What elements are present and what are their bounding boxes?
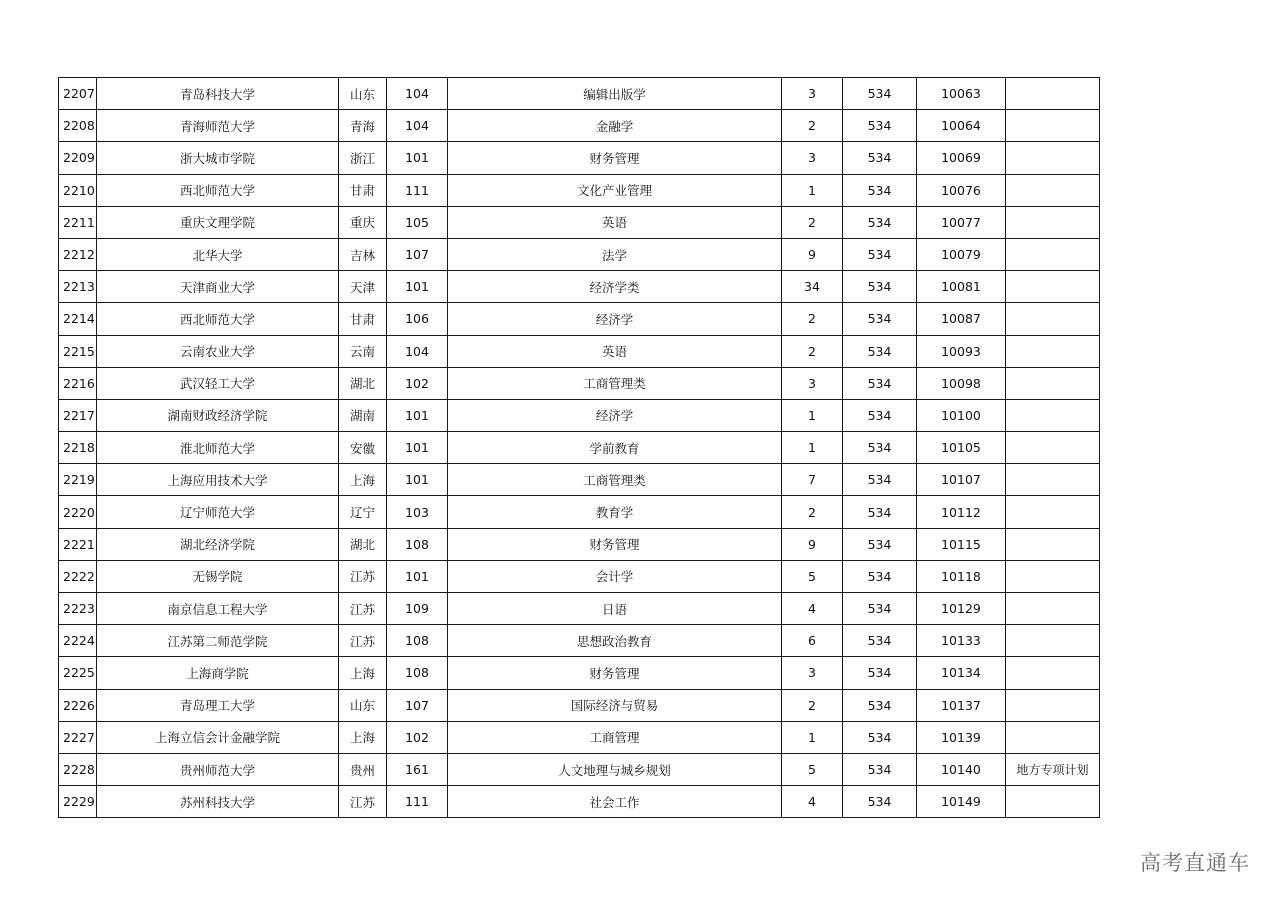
group-code-cell: 102	[387, 367, 448, 399]
table-body	[59, 78, 1100, 818]
school-name-cell: 南京信息工程大学	[97, 593, 339, 625]
row-number-cell: 2229	[59, 786, 97, 818]
table-row	[59, 786, 1100, 818]
rank-cell: 10081	[917, 271, 1006, 303]
group-code-cell: 101	[387, 560, 448, 592]
score-cell: 534	[843, 174, 917, 206]
note-cell	[1006, 496, 1100, 528]
plan-count-cell: 5	[782, 753, 843, 785]
major-name-cell: 教育学	[448, 496, 782, 528]
school-name-cell: 辽宁师范大学	[97, 496, 339, 528]
table-row	[59, 335, 1100, 367]
province-cell: 江苏	[339, 560, 387, 592]
row-number-cell: 2224	[59, 625, 97, 657]
school-name-cell: 青海师范大学	[97, 110, 339, 142]
table-row	[59, 174, 1100, 206]
group-code-cell: 102	[387, 721, 448, 753]
table-row	[59, 560, 1100, 592]
rank-cell: 10093	[917, 335, 1006, 367]
province-cell: 安徽	[339, 432, 387, 464]
score-cell: 534	[843, 271, 917, 303]
school-name-cell: 湖南财政经济学院	[97, 399, 339, 431]
score-cell: 534	[843, 78, 917, 110]
row-number-cell: 2214	[59, 303, 97, 335]
province-cell: 江苏	[339, 593, 387, 625]
school-name-cell: 苏州科技大学	[97, 786, 339, 818]
table-row	[59, 303, 1100, 335]
group-code-cell: 104	[387, 335, 448, 367]
rank-cell: 10063	[917, 78, 1006, 110]
table-row	[59, 721, 1100, 753]
note-cell: 地方专项计划	[1006, 753, 1100, 785]
note-cell	[1006, 78, 1100, 110]
rank-cell: 10133	[917, 625, 1006, 657]
province-cell: 湖北	[339, 367, 387, 399]
row-number-cell: 2217	[59, 399, 97, 431]
score-cell: 534	[843, 432, 917, 464]
school-name-cell: 云南农业大学	[97, 335, 339, 367]
row-number-cell: 2223	[59, 593, 97, 625]
table-row	[59, 206, 1100, 238]
table-row	[59, 464, 1100, 496]
table-row	[59, 142, 1100, 174]
school-name-cell: 青岛科技大学	[97, 78, 339, 110]
table-row	[59, 78, 1100, 110]
rank-cell: 10100	[917, 399, 1006, 431]
school-name-cell: 天津商业大学	[97, 271, 339, 303]
school-name-cell: 浙大城市学院	[97, 142, 339, 174]
plan-count-cell: 4	[782, 593, 843, 625]
note-cell	[1006, 432, 1100, 464]
row-number-cell: 2220	[59, 496, 97, 528]
rank-cell: 10087	[917, 303, 1006, 335]
note-cell	[1006, 238, 1100, 270]
major-name-cell: 编辑出版学	[448, 78, 782, 110]
note-cell	[1006, 464, 1100, 496]
row-number-cell: 2227	[59, 721, 97, 753]
rank-cell: 10076	[917, 174, 1006, 206]
note-cell	[1006, 689, 1100, 721]
rank-cell: 10134	[917, 657, 1006, 689]
group-code-cell: 105	[387, 206, 448, 238]
plan-count-cell: 9	[782, 238, 843, 270]
major-name-cell: 工商管理类	[448, 464, 782, 496]
major-name-cell: 英语	[448, 335, 782, 367]
plan-count-cell: 1	[782, 399, 843, 431]
province-cell: 甘肃	[339, 174, 387, 206]
province-cell: 江苏	[339, 625, 387, 657]
rank-cell: 10149	[917, 786, 1006, 818]
table-row	[59, 110, 1100, 142]
group-code-cell: 161	[387, 753, 448, 785]
row-number-cell: 2210	[59, 174, 97, 206]
table-row	[59, 271, 1100, 303]
school-name-cell: 无锡学院	[97, 560, 339, 592]
row-number-cell: 2225	[59, 657, 97, 689]
major-name-cell: 工商管理类	[448, 367, 782, 399]
table-row	[59, 367, 1100, 399]
score-cell: 534	[843, 206, 917, 238]
school-name-cell: 青岛理工大学	[97, 689, 339, 721]
school-name-cell: 贵州师范大学	[97, 753, 339, 785]
plan-count-cell: 1	[782, 174, 843, 206]
province-cell: 湖北	[339, 528, 387, 560]
group-code-cell: 111	[387, 786, 448, 818]
rank-cell: 10107	[917, 464, 1006, 496]
note-cell	[1006, 657, 1100, 689]
table-row	[59, 496, 1100, 528]
group-code-cell: 103	[387, 496, 448, 528]
group-code-cell: 104	[387, 78, 448, 110]
score-cell: 534	[843, 657, 917, 689]
score-cell: 534	[843, 335, 917, 367]
note-cell	[1006, 335, 1100, 367]
score-cell: 534	[843, 593, 917, 625]
school-name-cell: 上海应用技术大学	[97, 464, 339, 496]
province-cell: 江苏	[339, 786, 387, 818]
major-name-cell: 经济学类	[448, 271, 782, 303]
major-name-cell: 人文地理与城乡规划	[448, 753, 782, 785]
school-name-cell: 湖北经济学院	[97, 528, 339, 560]
plan-count-cell: 9	[782, 528, 843, 560]
note-cell	[1006, 110, 1100, 142]
note-cell	[1006, 786, 1100, 818]
province-cell: 辽宁	[339, 496, 387, 528]
score-cell: 534	[843, 399, 917, 431]
province-cell: 山东	[339, 78, 387, 110]
score-cell: 534	[843, 303, 917, 335]
row-number-cell: 2226	[59, 689, 97, 721]
plan-count-cell: 2	[782, 689, 843, 721]
row-number-cell: 2215	[59, 335, 97, 367]
major-name-cell: 英语	[448, 206, 782, 238]
table-row	[59, 528, 1100, 560]
note-cell	[1006, 206, 1100, 238]
school-name-cell: 西北师范大学	[97, 303, 339, 335]
plan-count-cell: 3	[782, 142, 843, 174]
school-name-cell: 淮北师范大学	[97, 432, 339, 464]
plan-count-cell: 3	[782, 367, 843, 399]
province-cell: 天津	[339, 271, 387, 303]
rank-cell: 10079	[917, 238, 1006, 270]
table-row	[59, 689, 1100, 721]
note-cell	[1006, 271, 1100, 303]
plan-count-cell: 3	[782, 78, 843, 110]
row-number-cell: 2228	[59, 753, 97, 785]
score-cell: 534	[843, 753, 917, 785]
table-row	[59, 432, 1100, 464]
plan-count-cell: 4	[782, 786, 843, 818]
province-cell: 甘肃	[339, 303, 387, 335]
row-number-cell: 2207	[59, 78, 97, 110]
table-row	[59, 593, 1100, 625]
school-name-cell: 北华大学	[97, 238, 339, 270]
major-name-cell: 社会工作	[448, 786, 782, 818]
plan-count-cell: 2	[782, 206, 843, 238]
rank-cell: 10137	[917, 689, 1006, 721]
group-code-cell: 107	[387, 689, 448, 721]
major-name-cell: 日语	[448, 593, 782, 625]
school-name-cell: 重庆文理学院	[97, 206, 339, 238]
province-cell: 吉林	[339, 238, 387, 270]
table-row	[59, 753, 1100, 785]
group-code-cell: 101	[387, 271, 448, 303]
score-cell: 534	[843, 786, 917, 818]
note-cell	[1006, 303, 1100, 335]
plan-count-cell: 1	[782, 432, 843, 464]
row-number-cell: 2218	[59, 432, 97, 464]
note-cell	[1006, 560, 1100, 592]
score-cell: 534	[843, 464, 917, 496]
score-cell: 534	[843, 625, 917, 657]
note-cell	[1006, 142, 1100, 174]
score-cell: 534	[843, 142, 917, 174]
major-name-cell: 国际经济与贸易	[448, 689, 782, 721]
school-name-cell: 江苏第二师范学院	[97, 625, 339, 657]
rank-cell: 10140	[917, 753, 1006, 785]
note-cell	[1006, 528, 1100, 560]
major-name-cell: 会计学	[448, 560, 782, 592]
score-cell: 534	[843, 367, 917, 399]
group-code-cell: 108	[387, 657, 448, 689]
rank-cell: 10139	[917, 721, 1006, 753]
major-name-cell: 工商管理	[448, 721, 782, 753]
score-cell: 534	[843, 721, 917, 753]
province-cell: 浙江	[339, 142, 387, 174]
group-code-cell: 108	[387, 528, 448, 560]
row-number-cell: 2209	[59, 142, 97, 174]
rank-cell: 10115	[917, 528, 1006, 560]
note-cell	[1006, 721, 1100, 753]
rank-cell: 10105	[917, 432, 1006, 464]
watermark-text: 高考直通车	[1140, 851, 1250, 875]
row-number-cell: 2213	[59, 271, 97, 303]
group-code-cell: 109	[387, 593, 448, 625]
group-code-cell: 111	[387, 174, 448, 206]
major-name-cell: 经济学	[448, 399, 782, 431]
school-name-cell: 武汉轻工大学	[97, 367, 339, 399]
plan-count-cell: 2	[782, 335, 843, 367]
group-code-cell: 108	[387, 625, 448, 657]
rank-cell: 10069	[917, 142, 1006, 174]
row-number-cell: 2212	[59, 238, 97, 270]
province-cell: 重庆	[339, 206, 387, 238]
score-cell: 534	[843, 689, 917, 721]
province-cell: 上海	[339, 464, 387, 496]
major-name-cell: 经济学	[448, 303, 782, 335]
note-cell	[1006, 174, 1100, 206]
major-name-cell: 财务管理	[448, 528, 782, 560]
major-name-cell: 学前教育	[448, 432, 782, 464]
score-cell: 534	[843, 528, 917, 560]
group-code-cell: 101	[387, 432, 448, 464]
score-cell: 534	[843, 110, 917, 142]
plan-count-cell: 5	[782, 560, 843, 592]
school-name-cell: 上海立信会计金融学院	[97, 721, 339, 753]
school-name-cell: 西北师范大学	[97, 174, 339, 206]
major-name-cell: 思想政治教育	[448, 625, 782, 657]
group-code-cell: 101	[387, 399, 448, 431]
plan-count-cell: 2	[782, 110, 843, 142]
table-row	[59, 238, 1100, 270]
province-cell: 青海	[339, 110, 387, 142]
rank-cell: 10129	[917, 593, 1006, 625]
score-cell: 534	[843, 496, 917, 528]
province-cell: 云南	[339, 335, 387, 367]
note-cell	[1006, 593, 1100, 625]
province-cell: 山东	[339, 689, 387, 721]
rank-cell: 10112	[917, 496, 1006, 528]
major-name-cell: 文化产业管理	[448, 174, 782, 206]
score-cell: 534	[843, 238, 917, 270]
admission-table	[58, 77, 1100, 818]
row-number-cell: 2211	[59, 206, 97, 238]
rank-cell: 10118	[917, 560, 1006, 592]
group-code-cell: 107	[387, 238, 448, 270]
table-row	[59, 657, 1100, 689]
school-name-cell: 上海商学院	[97, 657, 339, 689]
group-code-cell: 101	[387, 464, 448, 496]
plan-count-cell: 7	[782, 464, 843, 496]
row-number-cell: 2221	[59, 528, 97, 560]
rank-cell: 10077	[917, 206, 1006, 238]
note-cell	[1006, 625, 1100, 657]
province-cell: 贵州	[339, 753, 387, 785]
plan-count-cell: 1	[782, 721, 843, 753]
plan-count-cell: 2	[782, 303, 843, 335]
rank-cell: 10064	[917, 110, 1006, 142]
note-cell	[1006, 399, 1100, 431]
major-name-cell: 财务管理	[448, 657, 782, 689]
group-code-cell: 104	[387, 110, 448, 142]
province-cell: 上海	[339, 657, 387, 689]
plan-count-cell: 2	[782, 496, 843, 528]
table-row	[59, 625, 1100, 657]
note-cell	[1006, 367, 1100, 399]
row-number-cell: 2219	[59, 464, 97, 496]
score-cell: 534	[843, 560, 917, 592]
row-number-cell: 2216	[59, 367, 97, 399]
province-cell: 上海	[339, 721, 387, 753]
plan-count-cell: 6	[782, 625, 843, 657]
major-name-cell: 财务管理	[448, 142, 782, 174]
row-number-cell: 2208	[59, 110, 97, 142]
rank-cell: 10098	[917, 367, 1006, 399]
major-name-cell: 法学	[448, 238, 782, 270]
group-code-cell: 106	[387, 303, 448, 335]
plan-count-cell: 34	[782, 271, 843, 303]
province-cell: 湖南	[339, 399, 387, 431]
major-name-cell: 金融学	[448, 110, 782, 142]
group-code-cell: 101	[387, 142, 448, 174]
table-row	[59, 399, 1100, 431]
plan-count-cell: 3	[782, 657, 843, 689]
row-number-cell: 2222	[59, 560, 97, 592]
